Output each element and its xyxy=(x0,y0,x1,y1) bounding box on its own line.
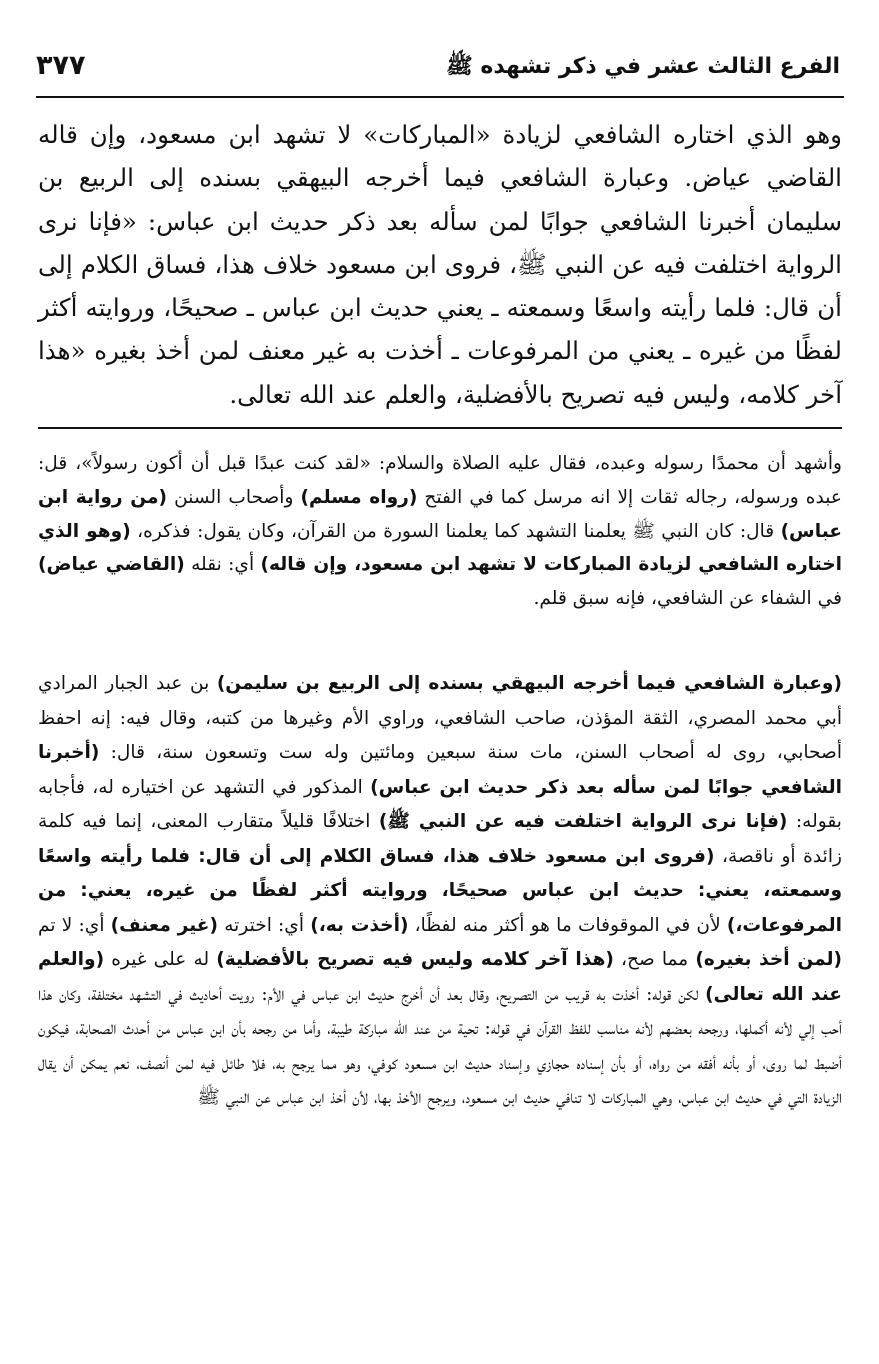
quoted-bold-text: (والعلم عند الله تعالى) xyxy=(38,949,843,1005)
commentary-text: اختلافًا قليلاً متقارب المعنى، إنما فيه كلمة زائدة أو ناقصة، xyxy=(38,811,842,867)
quoted-bold-text: (لمن أخذ بغيره) xyxy=(695,949,843,970)
commentary-text: لكن قوله: أخذت به قريب من التصريح، وقال بعد أن أخرج حديث ابن عباس في الأم: رويت أحاديث في التشهد مختلفة، وكان هذا أحب إلي لأنه أكملها، ورجحه بعضهم لأنه مناسب للفظ القرآن في قوله: تحية من عند الله مباركة طيبة، وأما من رجحه بأن ابن عباس من أحدث الصحابة، فيكون أضبط لما روى، أو بأنه أفقه من رواه، أو بأن إسناده حجازي وإسناد حديث ابن مسعود كوفي، وهو مما يرجح به، فلا طائل فيه لمن أنصف، نعم يمكن أن يقال الزيادة التي في حديث ابن عباس، وهي المباركات لا تنافي حديث ابن مسعود، ويرجح الأخذ بها، لأن أخذ ابن عباس عن النبي ﷺ xyxy=(38,983,842,1108)
commentary-text: مما صح، xyxy=(613,949,696,970)
quoted-bold-text: (فإنا نرى الرواية اختلفت فيه عن النبي ﷺ) xyxy=(378,811,788,832)
commentary-text: لأن في الموقوفات ما هو أكثر منه لفظًا، xyxy=(408,914,727,936)
page-number: ٣٧٧ xyxy=(36,50,86,81)
commentary-text: وأشهد أن محمدًا رسوله وعبده، فقال عليه الصلاة والسلام: «لقد كنت عبدًا قبل أن أكون رسولاً»، قل: عبده ورسوله، رجاله ثقات إلا انه مرسل كما في الفتح xyxy=(38,453,843,508)
main-text-paragraph: وهو الذي اختاره الشافعي لزيادة «المباركات» لا تشهد ابن مسعود، وإن قاله القاضي عياض. وعبارة الشافعي فيما أخرجه البيهقي بسنده إلى الربيع بن سليمان أخبرنا الشافعي جوابًا لمن سأله بعد ذكر حديث ابن عباس: «فإنا نرى الرواية اختلفت فيه عن النبي ﷺ، فروى ابن مسعود خلاف هذا، فساق الكلام إلى أن قال: فلما رأيته واسعًا وسمعته ـ يعني حديث ابن عباس ـ صحيحًا، وروايته أكثر لفظًا من غيره ـ يعني من المرفوعات ـ أخذت به غير معنف لمن أخذ بغيره «هذا آخر كلامه، وليس فيه تصريح بالأفضلية، والعلم عند الله تعالى. xyxy=(38,120,842,409)
quoted-bold-text: (أخبرنا الشافعي جوابًا لمن سأله بعد ذكر حديث ابن عباس) xyxy=(38,742,842,798)
quoted-bold-text: (هذا آخر كلامه وليس فيه تصريح بالأفضلية) xyxy=(216,949,614,970)
quoted-bold-text: (وهو الذي اختاره الشافعي لزيادة المباركات لا تشهد ابن مسعود، وإن قاله) xyxy=(38,520,843,576)
commentary-text: بن عبد الجبار المرادي أبي محمد المصري، الثقة المؤذن، صاحب الشافعي، وراوي الأم وغيرها من كتبه، وقال فيه: إنه احفظ أصحابي، روى له أصحاب السنن، مات سنة سبعين ومائتين وله ست وتسعون سنة، قال: xyxy=(38,673,842,763)
quoted-bold-text: (من رواية ابن عباس) xyxy=(38,486,842,542)
commentary-text: وأصحاب السنن xyxy=(167,486,301,508)
commentary-text: أي: نقله xyxy=(184,554,261,576)
quoted-bold-text: (رواه مسلم) xyxy=(300,486,418,508)
page-header xyxy=(36,44,844,98)
commentary-text: أي: اخترته xyxy=(218,914,311,936)
commentary-text: في الشفاء عن الشافعي، فإنه سبق قلم. xyxy=(533,588,842,610)
footnote-divider xyxy=(38,427,842,429)
running-title: الفرع الثالث عشر في ذكر تشهده ﷺ xyxy=(446,54,840,79)
commentary-text: له على غيره xyxy=(104,949,217,970)
quoted-bold-text: (غير معنف) xyxy=(110,914,219,936)
commentary-paragraph-2 xyxy=(38,667,842,1116)
commentary-text: قال: كان النبي ﷺ يعلمنا التشهد كما يعلمنا السورة من القرآن، وكان يقول: فذكره، xyxy=(130,520,781,542)
quoted-bold-text: (أخذت به،) xyxy=(310,914,409,936)
quoted-bold-text: (وعبارة الشافعي فيما أخرجه البيهقي بسنده إلى الربيع بن سليمن) xyxy=(216,673,842,694)
commentary-text: المذكور في التشهد عن اختياره له، فأجابه بقوله: xyxy=(38,776,842,832)
quoted-bold-text: (فروى ابن مسعود خلاف هذا، فساق الكلام إلى أن قال: فلما رأيته واسعًا وسمعته، يعني: حديث ابن عباس صحيحًا، وروايته أكثر لفظًا من غيره، يعني: من المرفوعات،) xyxy=(38,845,843,936)
quoted-bold-text: (القاضي عياض) xyxy=(38,554,185,576)
commentary-text: أي: لا تم xyxy=(38,914,111,936)
commentary-paragraph-1 xyxy=(38,447,842,616)
